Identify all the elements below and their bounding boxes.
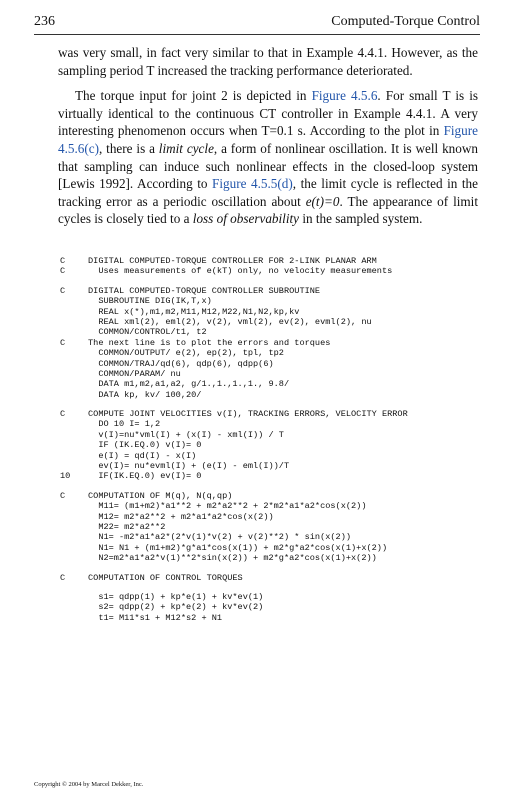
code-line [60,543,500,553]
text-run: . The appearance of limit cycles is closely tied to a [58,193,478,227]
code-gap [60,482,500,491]
code-line [60,390,500,400]
code-line-text: s2= qdpp(2) + kp*e(2) + kv*ev(2) [88,602,264,613]
code-line [60,501,500,511]
code-line [60,573,500,583]
figure-link-4-5-6[interactable]: Figure 4.5.6 [311,88,378,104]
copyright-footer: Copyright © 2004 by Marcel Dekker, Inc. [34,781,144,788]
body-text [58,44,478,236]
code-line-text: COMMON/CONTROL/t1, t2 [88,327,207,338]
code-line-text: IF (IK.EQ.0) v(I)= 0 [88,440,202,451]
code-line [60,286,500,296]
code-line [60,592,500,602]
code-line-text: COMPUTATION OF CONTROL TORQUES [88,572,243,583]
code-line [60,348,500,358]
code-line [60,419,500,429]
text-run: in the sampled system. [299,211,423,227]
text-run: . For small T is is virtually identical to the continuous CT controller in Example 4.4.1. A very interesting phenomenon occurs when T=0.1 s. According to the plot in [58,88,478,139]
code-line-marker: C [60,266,66,277]
code-line-marker: C [60,572,66,583]
code-line-text: s1= qdpp(1) + kp*e(1) + kv*ev(1) [88,591,264,602]
code-line-text: v(I)=nu*vml(I) + (x(I) - xml(I)) / T [88,429,284,440]
text-run: , a form of nonlinear oscillation. It is well known that sampling can induce such nonlinear effects in the closed-loop system [Lewis 1992]. According to [58,140,478,192]
code-line-text: N1= -m2*a1*a2*(2*v(1)*v(2) + v(2)**2) * sin(x(2)) [88,532,352,543]
code-line-text: ev(I)= nu*evml(I) + (e(I) - eml(I))/T [88,461,290,472]
code-line-text: COMPUTE JOINT VELOCITIES v(I), TRACKING ERRORS, VELOCITY ERROR [88,409,408,420]
code-line-text: M12= m2*a2**2 + m2*a1*a2*cos(x(2)) [88,511,274,522]
code-line-text: REAL x(*),m1,m2,M11,M12,M22,N1,N2,kp,kv [88,306,300,317]
code-gap [60,277,500,286]
code-line [60,512,500,522]
code-line [60,440,500,450]
code-line [60,553,500,563]
page-number: 236 [34,14,55,29]
code-line-text: COMMON/PARAM/ nu [88,368,181,379]
code-line-text: SUBROUTINE DIG(IK,T,x) [88,296,212,307]
code-line [60,461,500,471]
code-line [60,532,500,542]
code-line [60,307,500,317]
code-line-text: DO 10 I= 1,2 [88,419,161,430]
running-title: Computed-Torque Control [331,14,480,29]
code-line-marker: C [60,337,66,348]
code-line [60,613,500,623]
text-run: , there is a [99,140,159,156]
code-line-text: e(I) = qd(I) - x(I) [88,450,197,461]
code-line-text: t1= M11*s1 + M12*s2 + N1 [88,612,223,623]
code-line [60,409,500,419]
code-line [60,491,500,501]
code-line-text: DIGITAL COMPUTED-TORQUE CONTROLLER SUBROUTINE [88,285,321,296]
code-line [60,379,500,389]
text-run: , the limit cycle is reflected in the tracking error as a periodic oscillation about [58,176,479,209]
paragraph-2 [58,87,478,228]
code-line [60,327,500,337]
paragraph-1: was very small, in fact very similar to that in Example 4.4.1. However, as the sampling period T increased the tracking performance deteriorated. [58,45,478,78]
code-line-text: COMMON/OUTPUT/ e(2), ep(2), tpl, tp2 [88,348,284,359]
code-gap [60,583,500,592]
code-line-text: N2=m2*a1*a2*v(1)**2*sin(x(2)) + m2*g*a2*cos(x(1)+x(2)) [88,553,377,564]
code-line-marker: C [60,256,66,266]
code-line-text: M22= m2*a2**2 [88,521,166,532]
code-line-marker: C [60,285,66,296]
code-line-text: DATA m1,m2,a1,a2, g/1.,1.,1.,1., 9.8/ [88,379,290,390]
code-line [60,317,500,327]
code-line-marker: 10 [60,471,71,482]
code-line [60,338,500,348]
figure-link-4-5-6c[interactable]: Figure 4.5.6(c) [58,123,478,156]
equation-inline: e(t)=0 [305,193,340,209]
code-line [60,602,500,612]
page-header [34,14,480,35]
code-line-text: IF(IK.EQ.0) ev(I)= 0 [88,471,202,482]
code-line-text: COMPUTATION OF M(q), N(q,qp) [88,490,233,501]
code-line [60,522,500,532]
code-line [60,359,500,369]
code-line [60,369,500,379]
code-line-text: COMMON/TRAJ/qd(6), qdp(6), qdpp(6) [88,358,274,369]
code-line-text: DATA kp, kv/ 100,20/ [88,389,202,400]
code-line-text: REAL xml(2), eml(2), v(2), vml(2), ev(2), evml(2), nu [88,316,372,327]
code-line-text: N1= N1 + (m1+m2)*g*a1*cos(x(1)) + m2*g*a2*cos(x(1)+x(2)) [88,542,388,553]
term-loss-of-observability: loss of observability [192,211,300,227]
code-gap [60,564,500,573]
code-line-marker: C [60,409,66,420]
code-line [60,430,500,440]
code-line [60,266,500,276]
code-gap [60,400,500,409]
figure-link-4-5-5d[interactable]: Figure 4.5.5(d) [212,176,293,192]
code-line [60,451,500,461]
code-line [60,296,500,306]
text-run: The torque input for joint 2 is depicted in [75,88,312,104]
term-limit-cycle: limit cycle [158,140,214,156]
code-line-text: M11= (m1+m2)*a1**2 + m2*a2**2 + 2*m2*a1*a2*cos(x(2)) [88,501,367,512]
code-line-text: DIGITAL COMPUTED-TORQUE CONTROLLER FOR 2-LINK PLANAR ARM [88,256,377,266]
code-line-text: The next line is to plot the errors and torques [88,337,331,348]
code-line [60,471,500,481]
code-line [60,256,500,266]
code-listing [60,256,500,623]
code-line-marker: C [60,490,66,501]
code-line-text: Uses measurements of e(kT) only, no velocity measurements [88,266,393,277]
